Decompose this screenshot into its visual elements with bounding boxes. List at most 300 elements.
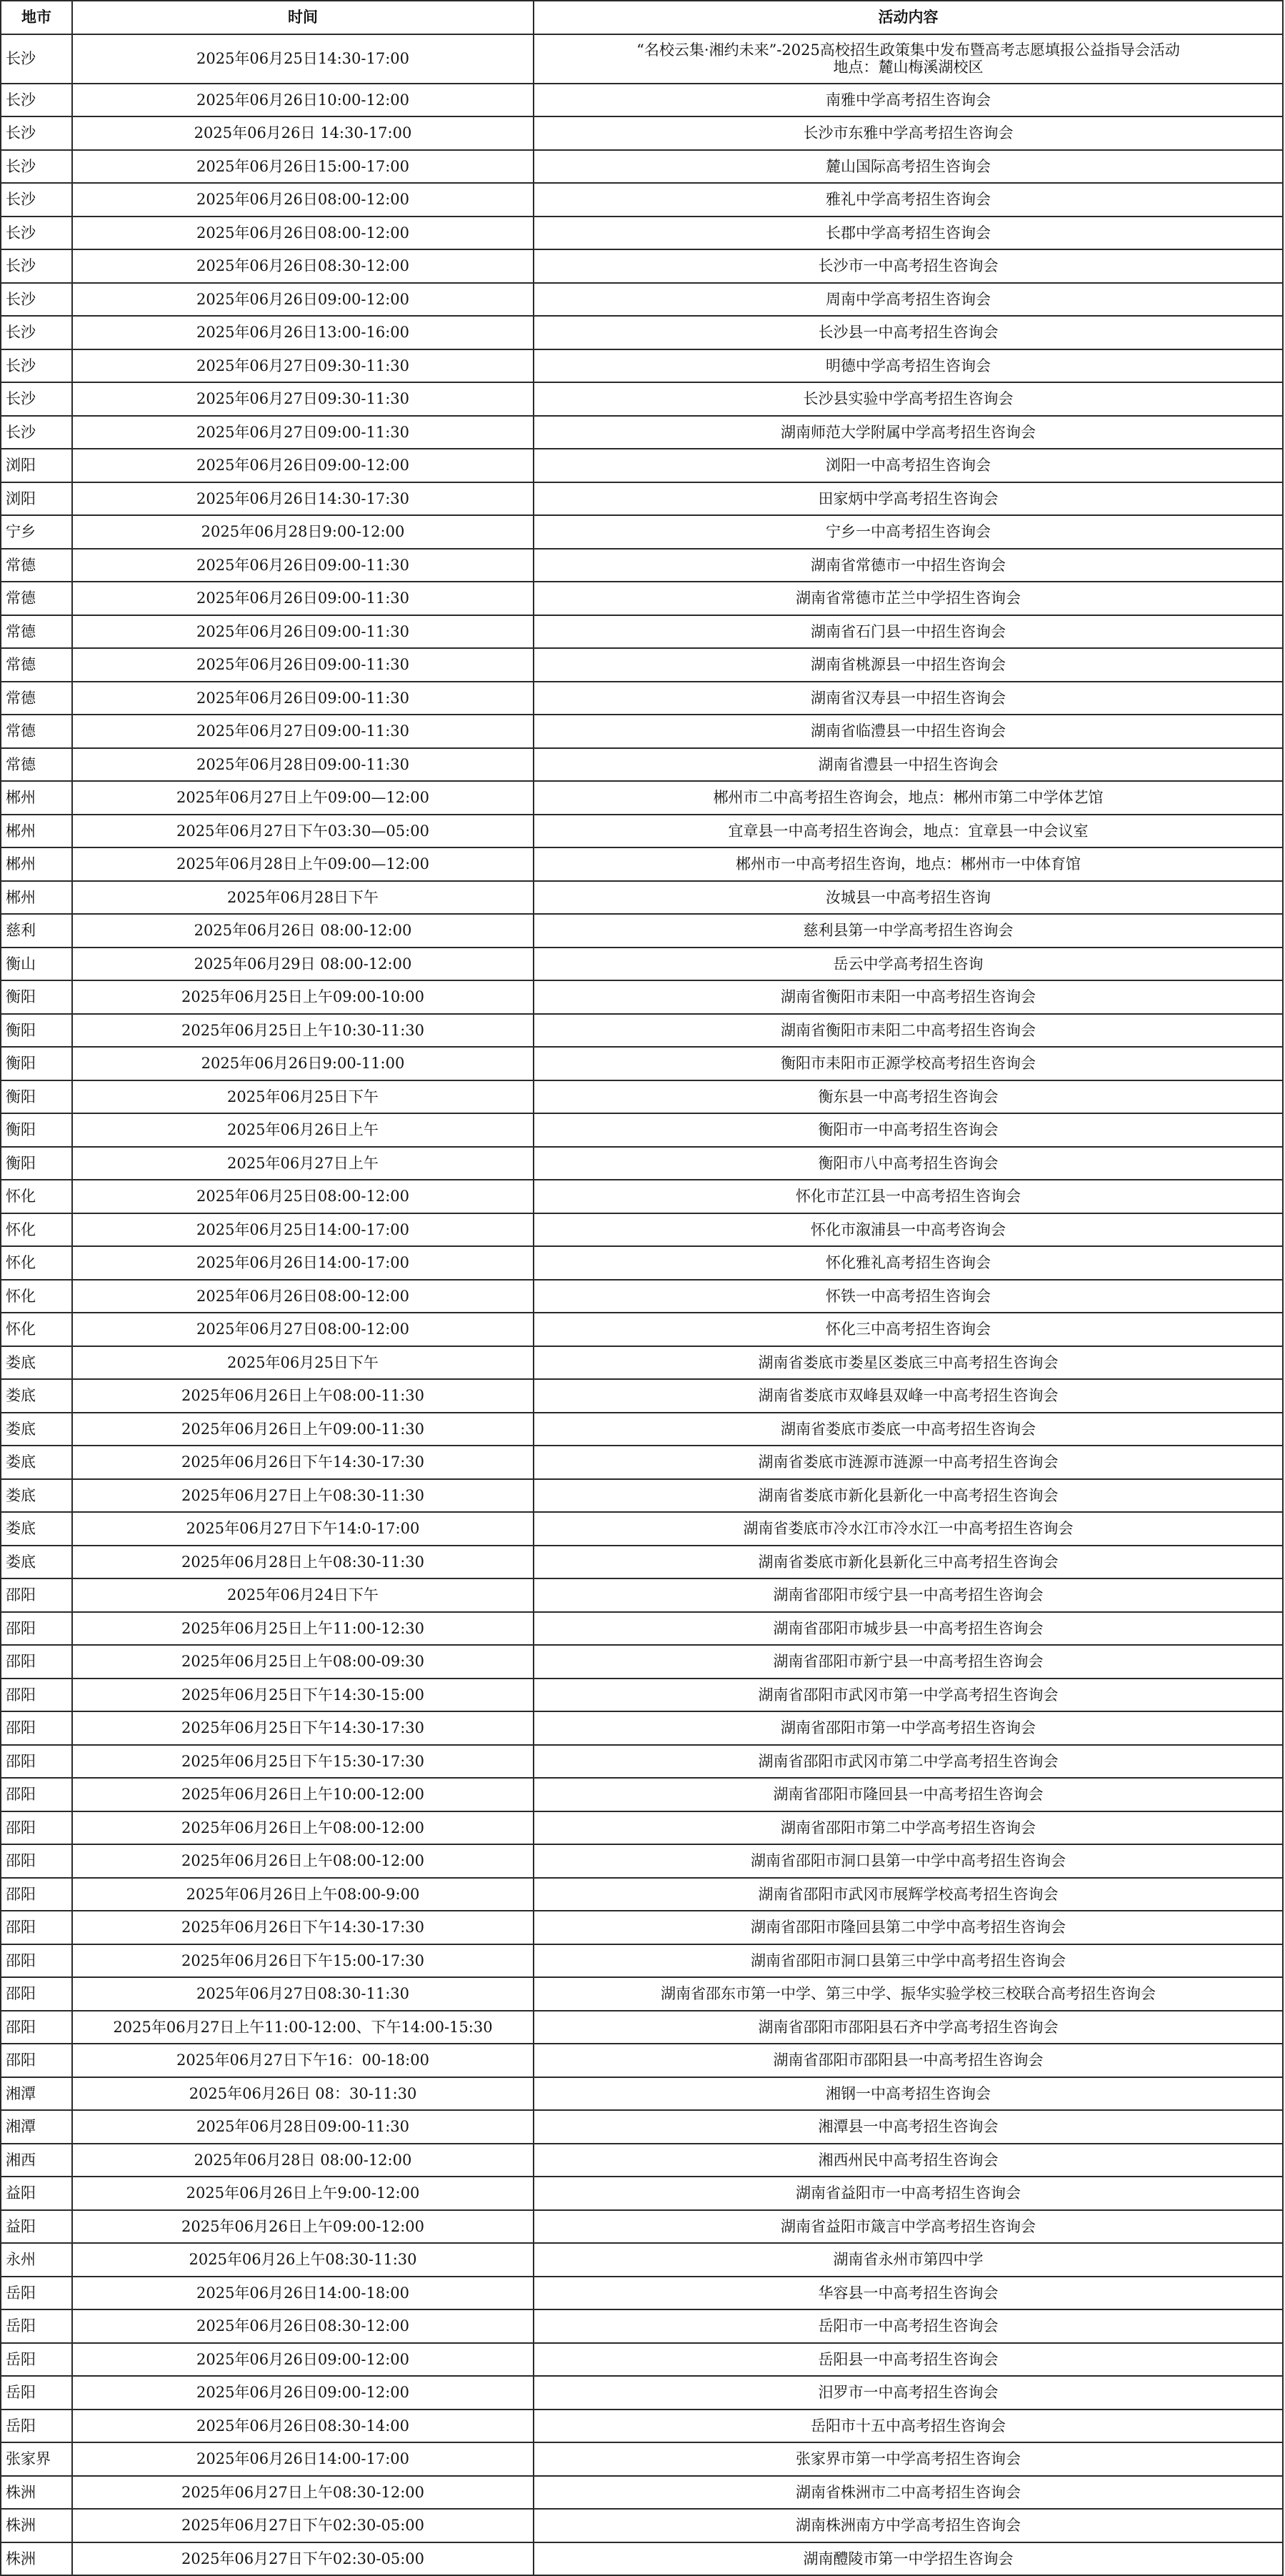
- cell-time: 2025年06月28日 08:00-12:00: [72, 2144, 534, 2177]
- cell-activity: [534, 349, 1283, 383]
- cell-time: 2025年06月26日09:00-11:30: [72, 682, 534, 715]
- cell-activity: [534, 582, 1283, 615]
- cell-city: 怀化: [1, 1213, 72, 1247]
- cell-activity: [534, 2343, 1283, 2377]
- cell-time: 2025年06月26日08:00-12:00: [72, 1280, 534, 1313]
- table-row: [1, 382, 1283, 416]
- cell-time: 2025年06月27日下午02:30-05:00: [72, 2542, 534, 2576]
- activity-text: 长沙市东雅中学高考招生咨询会: [803, 124, 1014, 142]
- cell-activity: [534, 1977, 1283, 2011]
- table-row: [1, 2110, 1283, 2144]
- activity-text: 湖南省邵阳市邵阳县石齐中学高考招生咨询会: [758, 2018, 1059, 2036]
- cell-activity: [534, 1213, 1283, 1247]
- cell-city: 浏阳: [1, 482, 72, 516]
- table-row: [1, 1379, 1283, 1413]
- activity-text: “名校云集·湘约未来”-2025高校招生政策集中发布暨高考志愿填报公益指导会活动: [636, 41, 1180, 59]
- activity-text: 湘钢一中高考招生咨询会: [826, 2084, 991, 2102]
- cell-city: 益阳: [1, 2210, 72, 2244]
- table-row: [1, 1679, 1283, 1712]
- cell-city: 株洲: [1, 2476, 72, 2510]
- table-row: [1, 1014, 1283, 1048]
- cell-city: 娄底: [1, 1512, 72, 1546]
- cell-activity: [534, 881, 1283, 915]
- table-row: [1, 116, 1283, 150]
- table-row: [1, 34, 1283, 84]
- cell-activity: [534, 1113, 1283, 1147]
- cell-city: 怀化: [1, 1246, 72, 1280]
- cell-time: 2025年06月26日09:00-12:00: [72, 283, 534, 317]
- cell-city: 常德: [1, 648, 72, 682]
- cell-time: 2025年06月26日10:00-12:00: [72, 84, 534, 117]
- cell-time: 2025年06月27日上午: [72, 1147, 534, 1180]
- cell-city: 衡阳: [1, 1047, 72, 1080]
- cell-city: 岳阳: [1, 2376, 72, 2410]
- table-row: [1, 815, 1283, 848]
- activity-text: 湖南师范大学附属中学高考招生咨询会: [781, 423, 1036, 441]
- activity-text: 湖南省邵阳市隆回县第二中学中高考招生咨询会: [751, 1919, 1066, 1936]
- cell-city: 邵阳: [1, 1878, 72, 1911]
- cell-time: 2025年06月26日上午09:00-11:30: [72, 1413, 534, 1446]
- cell-city: 岳阳: [1, 2309, 72, 2343]
- cell-city: 长沙: [1, 283, 72, 317]
- table-row: [1, 2210, 1283, 2244]
- cell-activity: [534, 1711, 1283, 1745]
- cell-activity: [534, 515, 1283, 549]
- cell-time: 2025年06月26日下午14:30-17:30: [72, 1446, 534, 1479]
- cell-activity: [534, 1578, 1283, 1612]
- table-row: [1, 249, 1283, 283]
- cell-city: 长沙: [1, 316, 72, 349]
- cell-activity: [534, 2542, 1283, 2576]
- cell-time: 2025年06月26日09:00-12:00: [72, 449, 534, 482]
- cell-city: 益阳: [1, 2177, 72, 2210]
- table-row: [1, 449, 1283, 482]
- activity-text: 湖南省衡阳市耒阳二中高考招生咨询会: [781, 1021, 1036, 1039]
- cell-activity: [534, 847, 1283, 881]
- cell-time: 2025年06月26日9:00-11:00: [72, 1047, 534, 1080]
- table-row: [1, 1413, 1283, 1446]
- cell-activity: [534, 648, 1283, 682]
- cell-activity: [534, 1014, 1283, 1048]
- activity-text: 怀化雅礼高考招生咨询会: [826, 1254, 991, 1272]
- cell-activity: [534, 1844, 1283, 1878]
- activity-text: 周南中学高考招生咨询会: [826, 290, 991, 308]
- activity-text: 怀铁一中高考招生咨询会: [826, 1287, 991, 1305]
- cell-city: 宁乡: [1, 515, 72, 549]
- table-row: [1, 1080, 1283, 1114]
- cell-city: 长沙: [1, 249, 72, 283]
- table-row: [1, 2144, 1283, 2177]
- activity-text: 湖南株洲南方中学高考招生咨询会: [796, 2517, 1021, 2535]
- cell-activity: [534, 1047, 1283, 1080]
- cell-activity: [534, 2277, 1283, 2310]
- table-row: [1, 1977, 1283, 2011]
- activity-text: 长沙市一中高考招生咨询会: [818, 257, 999, 275]
- cell-time: 2025年06月25日上午08:00-09:30: [72, 1645, 534, 1679]
- cell-activity: [534, 748, 1283, 782]
- cell-city: 邵阳: [1, 1811, 72, 1845]
- table-row: [1, 2542, 1283, 2576]
- cell-time: 2025年06月26日08:30-14:00: [72, 2410, 534, 2443]
- table-row: [1, 881, 1283, 915]
- cell-city: 郴州: [1, 781, 72, 815]
- table-row: [1, 715, 1283, 748]
- activity-text: 田家炳中学高考招生咨询会: [818, 489, 999, 507]
- activity-text: 宁乡一中高考招生咨询会: [826, 523, 991, 541]
- activity-text: 衡东县一中高考招生咨询会: [818, 1088, 999, 1105]
- cell-city: 娄底: [1, 1446, 72, 1479]
- cell-time: 2025年06月26日下午14:30-17:30: [72, 1911, 534, 1944]
- cell-time: 2025年06月28日9:00-12:00: [72, 515, 534, 549]
- cell-time: 2025年06月26日09:00-12:00: [72, 2343, 534, 2377]
- activity-text: 湖南省澧县一中招生咨询会: [818, 755, 999, 773]
- cell-activity: [534, 1944, 1283, 1978]
- cell-time: 2025年06月26日15:00-17:00: [72, 150, 534, 184]
- cell-time: 2025年06月25日08:00-12:00: [72, 1180, 534, 1213]
- cell-city: 衡阳: [1, 1014, 72, 1048]
- cell-activity: [534, 1546, 1283, 1579]
- table-row: [1, 1047, 1283, 1080]
- table-row: [1, 84, 1283, 117]
- table-row: [1, 2509, 1283, 2542]
- cell-city: 娄底: [1, 1546, 72, 1579]
- cell-city: 长沙: [1, 84, 72, 117]
- cell-city: 张家界: [1, 2442, 72, 2476]
- activity-text: 明德中学高考招生咨询会: [826, 357, 991, 374]
- cell-city: 常德: [1, 582, 72, 615]
- activity-text: 湖南省桃源县一中招生咨询会: [811, 656, 1006, 674]
- activity-text: 湖南省邵阳市隆回县一中高考招生咨询会: [773, 1786, 1044, 1804]
- activity-text: 汨罗市一中高考招生咨询会: [818, 2384, 999, 2402]
- cell-time: 2025年06月28日上午08:30-11:30: [72, 1546, 534, 1579]
- cell-activity: [534, 1180, 1283, 1213]
- activity-text: 衡阳市耒阳市正源学校高考招生咨询会: [781, 1055, 1036, 1073]
- cell-city: 浏阳: [1, 449, 72, 482]
- table-row: [1, 1944, 1283, 1978]
- activity-text: 湖南省邵阳市洞口县第一中学中高考招生咨询会: [751, 1852, 1066, 1870]
- table-row: [1, 1645, 1283, 1679]
- activity-text: 湖南省娄底市娄底一中高考招生咨询会: [781, 1420, 1036, 1438]
- cell-time: 2025年06月27日08:30-11:30: [72, 1977, 534, 2011]
- table-row: [1, 2476, 1283, 2510]
- cell-time: 2025年06月26日08:30-12:00: [72, 249, 534, 283]
- activity-text: 湖南省永州市第四中学: [833, 2251, 984, 2269]
- activity-text: 湖南省邵阳市洞口县第三中学中高考招生咨询会: [751, 1951, 1066, 1969]
- cell-activity: [534, 715, 1283, 748]
- table-row: [1, 1711, 1283, 1745]
- cell-time: 2025年06月25日14:00-17:00: [72, 1213, 534, 1247]
- cell-activity: [534, 1413, 1283, 1446]
- table-body: [1, 34, 1283, 2576]
- activity-text: 湖南省临澧县一中招生咨询会: [811, 722, 1006, 740]
- cell-city: 娄底: [1, 1346, 72, 1380]
- activity-text: 衡阳市八中高考招生咨询会: [818, 1154, 999, 1172]
- table-row: [1, 1479, 1283, 1513]
- cell-city: 长沙: [1, 116, 72, 150]
- cell-time: 2025年06月26日上午08:00-12:00: [72, 1844, 534, 1878]
- activity-text: 湖南省邵阳市武冈市第一中学高考招生咨询会: [758, 1686, 1059, 1704]
- cell-time: 2025年06月26日上午: [72, 1113, 534, 1147]
- cell-city: 邵阳: [1, 2011, 72, 2044]
- cell-activity: [534, 914, 1283, 948]
- cell-city: 邵阳: [1, 1645, 72, 1679]
- table-row: [1, 980, 1283, 1014]
- cell-time: 2025年06月26日上午9:00-12:00: [72, 2177, 534, 2210]
- table-row: [1, 1844, 1283, 1878]
- cell-city: 娄底: [1, 1379, 72, 1413]
- activity-text: 湖南省娄底市冷水江市冷水江一中高考招生咨询会: [743, 1520, 1074, 1538]
- cell-city: 湘潭: [1, 2077, 72, 2111]
- cell-activity: [534, 1446, 1283, 1479]
- table-row: [1, 2410, 1283, 2443]
- cell-activity: [534, 1379, 1283, 1413]
- cell-city: 邵阳: [1, 1778, 72, 1811]
- cell-activity: [534, 1246, 1283, 1280]
- activity-text: 张家界市第一中学高考招生咨询会: [796, 2450, 1021, 2468]
- cell-activity: [534, 2110, 1283, 2144]
- table-row: [1, 549, 1283, 582]
- cell-activity: [534, 249, 1283, 283]
- cell-activity: [534, 116, 1283, 150]
- table-row: [1, 1778, 1283, 1811]
- cell-city: 常德: [1, 682, 72, 715]
- table-row: [1, 1113, 1283, 1147]
- table-row: [1, 914, 1283, 948]
- table-row: [1, 2077, 1283, 2111]
- activity-text: 长沙县实验中学高考招生咨询会: [803, 390, 1014, 408]
- table-row: [1, 2277, 1283, 2310]
- cell-city: 邵阳: [1, 1911, 72, 1944]
- activity-text: 岳阳市一中高考招生咨询会: [818, 2317, 999, 2335]
- table-row: [1, 515, 1283, 549]
- cell-time: 2025年06月28日上午09:00—12:00: [72, 847, 534, 881]
- cell-time: 2025年06月26日14:00-18:00: [72, 2277, 534, 2310]
- table-row: [1, 416, 1283, 449]
- activity-text: 湖南省邵阳市第二中学高考招生咨询会: [781, 1819, 1036, 1836]
- cell-activity: [534, 2309, 1283, 2343]
- cell-time: 2025年06月26日上午10:00-12:00: [72, 1778, 534, 1811]
- cell-time: 2025年06月25日上午09:00-10:00: [72, 980, 534, 1014]
- table-row: [1, 2376, 1283, 2410]
- activity-text: 慈利县第一中学高考招生咨询会: [803, 922, 1014, 940]
- cell-activity: [534, 1645, 1283, 1679]
- cell-time: 2025年06月26日09:00-11:30: [72, 549, 534, 582]
- cell-city: 常德: [1, 748, 72, 782]
- table-row: [1, 1878, 1283, 1911]
- activity-text: 麓山国际高考招生咨询会: [826, 157, 991, 175]
- cell-activity: [534, 2410, 1283, 2443]
- table-row: [1, 1180, 1283, 1213]
- activity-text: 湖南省邵阳市新宁县一中高考招生咨询会: [773, 1653, 1044, 1671]
- cell-city: 长沙: [1, 349, 72, 383]
- activity-text: 湖南省邵阳市第一中学高考招生咨询会: [781, 1719, 1036, 1737]
- cell-activity: [534, 482, 1283, 516]
- cell-time: 2025年06月25日下午15:30-17:30: [72, 1745, 534, 1779]
- cell-activity: [534, 183, 1283, 217]
- table-row: [1, 1313, 1283, 1346]
- cell-activity: [534, 1080, 1283, 1114]
- activity-text: 浏阳一中高考招生咨询会: [826, 457, 991, 474]
- cell-time: 2025年06月25日14:30-17:00: [72, 34, 534, 84]
- cell-time: 2025年06月28日下午: [72, 881, 534, 915]
- cell-activity: [534, 2442, 1283, 2476]
- activity-text: 湘西州民中高考招生咨询会: [818, 2151, 999, 2169]
- activity-text: 雅礼中学高考招生咨询会: [826, 191, 991, 209]
- cell-city: 郴州: [1, 847, 72, 881]
- table-row: [1, 183, 1283, 217]
- cell-city: 邵阳: [1, 1578, 72, 1612]
- activity-text: 长郡中学高考招生咨询会: [826, 224, 991, 242]
- cell-city: 郴州: [1, 881, 72, 915]
- cell-time: 2025年06月25日上午10:30-11:30: [72, 1014, 534, 1048]
- table-row: [1, 1578, 1283, 1612]
- cell-time: 2025年06月26日09:00-12:00: [72, 2376, 534, 2410]
- cell-time: 2025年06月26日13:00-16:00: [72, 316, 534, 349]
- table-row: [1, 2442, 1283, 2476]
- table-row: [1, 748, 1283, 782]
- table-row: [1, 648, 1283, 682]
- cell-time: 2025年06月26日 08:00-12:00: [72, 914, 534, 948]
- cell-city: 慈利: [1, 914, 72, 948]
- cell-activity: [534, 316, 1283, 349]
- cell-city: 永州: [1, 2243, 72, 2277]
- cell-city: 岳阳: [1, 2343, 72, 2377]
- activity-text: 湖南省常德市芷兰中学招生咨询会: [796, 590, 1021, 607]
- cell-activity: [534, 1745, 1283, 1779]
- cell-time: 2025年06月25日下午: [72, 1346, 534, 1380]
- table-row: [1, 1811, 1283, 1845]
- cell-activity: [534, 1778, 1283, 1811]
- table-row: [1, 150, 1283, 184]
- cell-activity: [534, 549, 1283, 582]
- cell-activity: [534, 283, 1283, 317]
- header-activity: 活动内容: [534, 1, 1283, 34]
- cell-time: 2025年06月26日14:00-17:00: [72, 1246, 534, 1280]
- activity-text: 湖南省益阳市一中高考招生咨询会: [796, 2184, 1021, 2202]
- table-row: [1, 2177, 1283, 2210]
- cell-activity: [534, 84, 1283, 117]
- table-row: [1, 615, 1283, 649]
- activity-text: 湖南省邵阳市城步县一中高考招生咨询会: [773, 1619, 1044, 1637]
- cell-time: 2025年06月26日09:00-11:30: [72, 582, 534, 615]
- cell-time: 2025年06月24日下午: [72, 1578, 534, 1612]
- cell-time: 2025年06月27日09:30-11:30: [72, 349, 534, 383]
- table-row: [1, 1612, 1283, 1646]
- activity-text: 岳阳市十五中高考招生咨询会: [811, 2417, 1006, 2435]
- cell-time: 2025年06月27日下午14:0-17:00: [72, 1512, 534, 1546]
- cell-activity: [534, 2210, 1283, 2244]
- activity-text: 湖南省常德市一中招生咨询会: [811, 556, 1006, 574]
- activity-text: 湖南省娄底市娄星区娄底三中高考招生咨询会: [758, 1353, 1059, 1371]
- table-row: [1, 2243, 1283, 2277]
- activity-text: 南雅中学高考招生咨询会: [826, 91, 991, 109]
- table-row: [1, 1446, 1283, 1479]
- cell-city: 衡阳: [1, 1080, 72, 1114]
- activity-text: 湖南省石门县一中招生咨询会: [811, 622, 1006, 640]
- cell-city: 长沙: [1, 217, 72, 250]
- cell-city: 衡山: [1, 948, 72, 981]
- cell-activity: [534, 2044, 1283, 2077]
- cell-activity: [534, 2509, 1283, 2542]
- cell-city: 怀化: [1, 1280, 72, 1313]
- cell-city: 湘潭: [1, 2110, 72, 2144]
- cell-time: 2025年06月27日09:00-11:30: [72, 715, 534, 748]
- cell-time: 2025年06月27日下午16：00-18:00: [72, 2044, 534, 2077]
- table-row: [1, 847, 1283, 881]
- cell-time: 2025年06月25日下午14:30-15:00: [72, 1679, 534, 1712]
- cell-activity: [534, 1313, 1283, 1346]
- table-row: [1, 1745, 1283, 1779]
- cell-city: 长沙: [1, 183, 72, 217]
- cell-time: 2025年06月25日下午: [72, 1080, 534, 1114]
- header-row: [1, 1, 1283, 34]
- cell-time: 2025年06月27日上午11:00-12:00、下午14:00-15:30: [72, 2011, 534, 2044]
- cell-city: 邵阳: [1, 1844, 72, 1878]
- activity-text: 湘潭县一中高考招生咨询会: [818, 2118, 999, 2136]
- cell-city: 衡阳: [1, 1113, 72, 1147]
- cell-time: 2025年06月28日09:00-11:30: [72, 2110, 534, 2144]
- cell-time: 2025年06月26日08:00-12:00: [72, 183, 534, 217]
- cell-city: 长沙: [1, 150, 72, 184]
- activity-text: 湖南省邵东市第一中学、第三中学、振华实验学校三校联合高考招生咨询会: [661, 1985, 1156, 2003]
- cell-time: 2025年06月27日08:00-12:00: [72, 1313, 534, 1346]
- cell-time: 2025年06月27日09:30-11:30: [72, 382, 534, 416]
- table-header: [1, 1, 1283, 34]
- activity-text: 怀化市溆浦县一中高考咨询会: [811, 1220, 1006, 1238]
- table-row: [1, 2343, 1283, 2377]
- cell-time: 2025年06月26日14:00-17:00: [72, 2442, 534, 2476]
- cell-time: 2025年06月29日 08:00-12:00: [72, 948, 534, 981]
- cell-city: 常德: [1, 615, 72, 649]
- cell-city: 衡阳: [1, 980, 72, 1014]
- cell-activity: [534, 217, 1283, 250]
- table-row: [1, 349, 1283, 383]
- cell-activity: [534, 948, 1283, 981]
- cell-time: 2025年06月26日下午15:00-17:30: [72, 1944, 534, 1978]
- table-row: [1, 781, 1283, 815]
- table-row: [1, 1512, 1283, 1546]
- cell-city: 邵阳: [1, 1711, 72, 1745]
- cell-time: 2025年06月27日09:00-11:30: [72, 416, 534, 449]
- cell-activity: [534, 2476, 1283, 2510]
- cell-city: 邵阳: [1, 1679, 72, 1712]
- cell-activity: [534, 2177, 1283, 2210]
- table-row: [1, 948, 1283, 981]
- cell-city: 岳阳: [1, 2277, 72, 2310]
- activity-text: 华容县一中高考招生咨询会: [818, 2284, 999, 2302]
- cell-activity: [534, 1479, 1283, 1513]
- activity-text: 湖南省娄底市双峰县双峰一中高考招生咨询会: [758, 1387, 1059, 1405]
- table-row: [1, 283, 1283, 317]
- activity-text: 湖南省娄底市新化县新化一中高考招生咨询会: [758, 1486, 1059, 1504]
- cell-time: 2025年06月28日09:00-11:30: [72, 748, 534, 782]
- cell-time: 2025年06月26日09:00-11:30: [72, 648, 534, 682]
- cell-time: 2025年06月27日上午08:30-11:30: [72, 1479, 534, 1513]
- cell-time: 2025年06月26日09:00-11:30: [72, 615, 534, 649]
- cell-activity: [534, 815, 1283, 848]
- activity-text: 岳云中学高考招生咨询: [833, 955, 984, 973]
- cell-time: 2025年06月27日下午03:30—05:00: [72, 815, 534, 848]
- cell-activity: [534, 1878, 1283, 1911]
- activity-text: 郴州市二中高考招生咨询会，地点：郴州市第二中学体艺馆: [713, 789, 1104, 807]
- cell-city: 湘西: [1, 2144, 72, 2177]
- table-row: [1, 2011, 1283, 2044]
- cell-activity: [534, 1280, 1283, 1313]
- activity-text: 衡阳市一中高考招生咨询会: [818, 1121, 999, 1139]
- table-row: [1, 1346, 1283, 1380]
- cell-time: 2025年06月27日下午02:30-05:00: [72, 2509, 534, 2542]
- activity-text: 湖南省娄底市涟源市涟源一中高考招生咨询会: [758, 1453, 1059, 1471]
